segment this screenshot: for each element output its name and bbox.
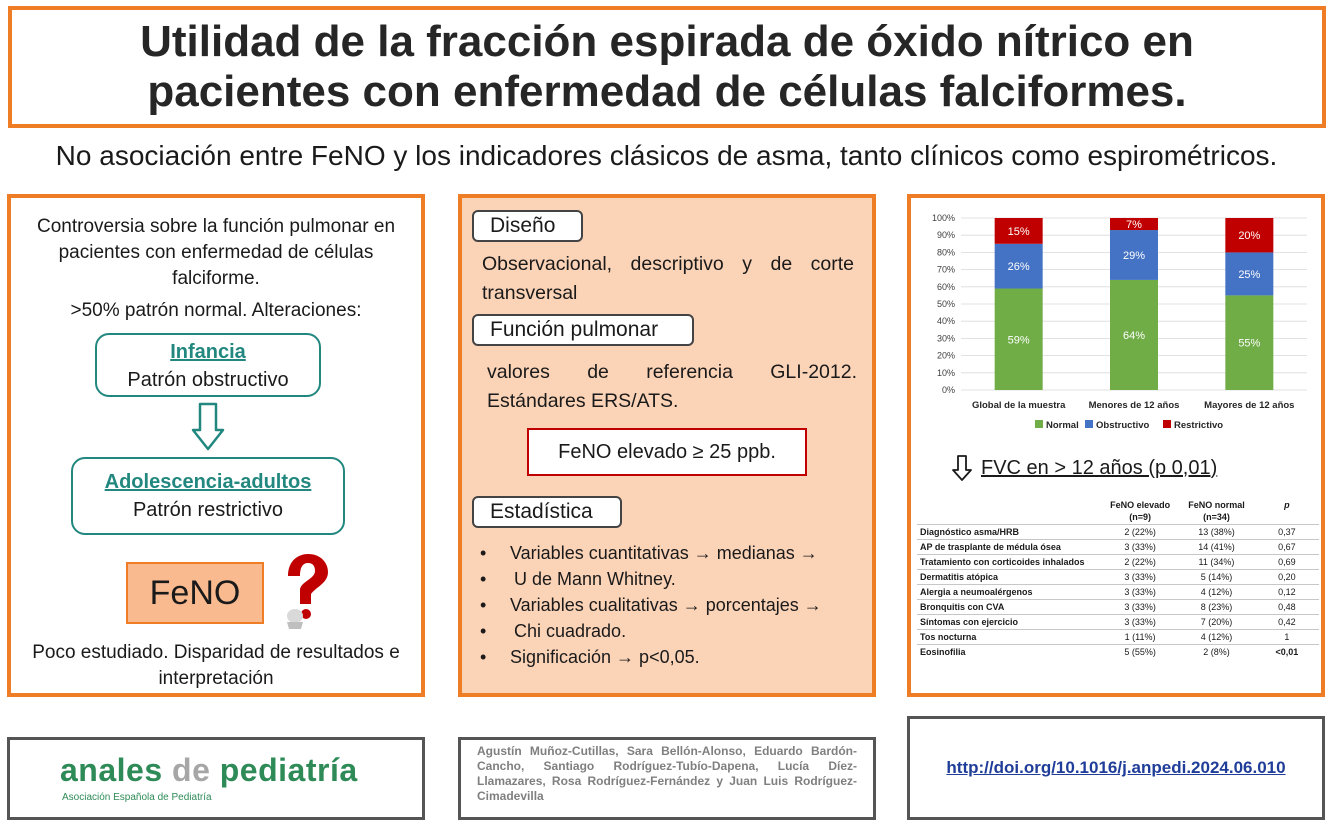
title-box: [8, 6, 1326, 128]
legend-item: Normal: [1046, 420, 1079, 431]
table-row: [917, 600, 1319, 615]
stats-bullet: • Significación → p<0,05.: [472, 644, 862, 670]
y-tick-label: 20%: [936, 350, 955, 361]
table-cell-b: 11 (34%): [1178, 555, 1254, 570]
x-tick-label: Global de la muestra: [971, 400, 1066, 411]
data-label: 55%: [1238, 337, 1261, 350]
intro-text: Controversia sobre la función pulmonar en pacientes con enfermedad de células falciforme.: [36, 216, 396, 289]
legend-swatch: [1035, 420, 1043, 428]
journal-logo-box: [7, 737, 425, 820]
authors-text: Agustín Muñoz-Cutillas, Sara Bellón-Alonso, Eduardo Bardón-Cancho, Santiago Rodríguez-Tubío-Dapena, Lucía Díez-Llamazares, Rosa Rodríguez-Fernández y Juan Luis Rodríguez-Cimadevilla: [477, 744, 857, 803]
legend-item: Obstructivo: [1096, 420, 1150, 431]
right-panel: [907, 194, 1325, 697]
table-cell-p: 1: [1255, 630, 1319, 645]
authors-box: [458, 737, 876, 820]
table-row: [917, 645, 1319, 660]
table-cell-a: 3 (33%): [1102, 540, 1178, 555]
table-cell-b: 7 (20%): [1178, 615, 1254, 630]
y-tick-label: 90%: [936, 230, 955, 241]
table-cell-label: Bronquitis con CVA: [917, 600, 1102, 615]
table-cell-p: 0,42: [1255, 615, 1319, 630]
feno-box: FeNO: [126, 562, 264, 624]
y-tick-label: 100%: [931, 213, 955, 223]
table-cell-a: 3 (33%): [1102, 600, 1178, 615]
legend-swatch: [1163, 420, 1171, 428]
childhood-box: [95, 333, 321, 397]
doi-link[interactable]: http://doi.org/10.1016/j.anpedi.2024.06.010: [946, 758, 1286, 777]
table-row: [917, 630, 1319, 645]
table-cell-a: 3 (33%): [1102, 585, 1178, 600]
y-tick-label: 10%: [936, 367, 955, 378]
function-heading: Función pulmonar: [472, 314, 694, 346]
table-cell-a: 1 (11%): [1102, 630, 1178, 645]
y-tick-label: 80%: [936, 247, 955, 258]
adult-box: [71, 457, 345, 535]
y-tick-label: 0%: [941, 385, 955, 395]
data-label: 29%: [1122, 249, 1146, 262]
pattern-note: >50% patrón normal. Alteraciones:: [70, 300, 362, 321]
y-tick-label: 60%: [936, 281, 955, 292]
table-cell-p: 0,12: [1255, 585, 1319, 600]
fvc-note: FVC en > 12 años (p 0,01): [981, 456, 1218, 479]
childhood-pattern: Patrón obstructivo: [127, 369, 289, 391]
table-row: [917, 555, 1319, 570]
y-tick-label: 30%: [936, 333, 955, 344]
stats-bullet: • Variables cualitativas → porcentajes →: [472, 592, 862, 618]
stats-bullet: • Variables cuantitativas → medianas →: [472, 540, 862, 566]
design-heading: Diseño: [472, 210, 583, 242]
results-table: [917, 498, 1319, 659]
adult-title: Adolescencia-adultos: [104, 471, 312, 493]
data-label: 20%: [1238, 230, 1261, 243]
table-cell-b: 5 (14%): [1178, 570, 1254, 585]
table-cell-b: 2 (8%): [1178, 645, 1254, 660]
table-cell-a: 5 (55%): [1102, 645, 1178, 660]
table-row: [917, 615, 1319, 630]
subtitle: No asociación entre FeNO y los indicadores clásicos de asma, tanto clínicos como espirométricos.: [55, 140, 1278, 171]
stats-bullet-cont: • U de Mann Whitney.: [472, 566, 862, 592]
table-cell-label: Tos nocturna: [917, 630, 1102, 645]
stats-list: [472, 540, 862, 670]
table-cell-p: 0,37: [1255, 525, 1319, 540]
table-cell-p: 0,69: [1255, 555, 1319, 570]
design-text: Observacional, descriptivo y de corte transversal: [482, 253, 854, 304]
left-panel: [7, 194, 425, 697]
x-tick-label: Mayores de 12 años: [1204, 400, 1295, 411]
table-cell-b: 14 (41%): [1178, 540, 1254, 555]
table-cell-b: 8 (23%): [1178, 600, 1254, 615]
data-label: 25%: [1238, 268, 1261, 281]
childhood-title: Infancia: [170, 341, 246, 363]
function-text: valores de referencia GLI-2012. Estándares ERS/ATS.: [487, 361, 857, 412]
down-arrow-icon: [951, 454, 973, 482]
journal-subtitle: Asociación Española de Pediatría: [62, 792, 212, 803]
data-label: 26%: [1007, 261, 1030, 274]
legend-swatch: [1085, 420, 1093, 428]
table-cell-label: Síntomas con ejercicio: [917, 615, 1102, 630]
x-tick-label: Menores de 12 años: [1088, 400, 1180, 411]
table-cell-label: Tratamiento con corticoides inhalados: [917, 555, 1102, 570]
table-cell-a: 2 (22%): [1102, 525, 1178, 540]
y-tick-label: 50%: [936, 299, 955, 309]
table-cell-p: 0,48: [1255, 600, 1319, 615]
question-mark-icon: [279, 552, 331, 630]
table-row: [917, 570, 1319, 585]
table-cell-a: 2 (22%): [1102, 555, 1178, 570]
down-arrow-icon: [191, 402, 225, 452]
fvc-note-row: [951, 454, 1311, 482]
data-label: 59%: [1007, 334, 1030, 347]
table-cell-p: <0,01: [1255, 645, 1319, 660]
table-cell-p: 0,67: [1255, 540, 1319, 555]
data-label: 15%: [1007, 225, 1030, 238]
table-cell-label: Diagnóstico asma/HRB: [917, 525, 1102, 540]
table-cell-b: 13 (38%): [1178, 525, 1254, 540]
table-row: [917, 540, 1319, 555]
table-header-row: FeNO elevado (n=9) FeNO normal (n=34) p: [1110, 500, 1290, 522]
adult-pattern: Patrón restrictivo: [132, 499, 284, 521]
stats-bullet-cont: • Chi cuadrado.: [472, 618, 862, 644]
table-cell-label: Alergia a neumoalérgenos: [917, 585, 1102, 600]
y-tick-label: 40%: [936, 316, 955, 327]
data-label: 7%: [1126, 219, 1142, 232]
data-label: 64%: [1122, 329, 1146, 342]
doi-box: [907, 716, 1325, 820]
table-cell-label: Eosinofilia: [917, 645, 1102, 660]
table-cell-a: 3 (33%): [1102, 615, 1178, 630]
stats-heading: Estadística: [472, 496, 622, 528]
table-row: [917, 585, 1319, 600]
results-table-wrap: [917, 498, 1319, 659]
table-cell-b: 4 (12%): [1178, 630, 1254, 645]
table-cell-label: Dermatitis atópica: [917, 570, 1102, 585]
y-tick-label: 70%: [936, 264, 955, 275]
table-cell-a: 3 (33%): [1102, 570, 1178, 585]
conclusion-text: Poco estudiado. Disparidad de resultados e interpretación: [32, 642, 400, 689]
feno-threshold: FeNO elevado ≥ 25 ppb.: [527, 428, 807, 476]
middle-panel: [458, 194, 876, 697]
table-cell-b: 4 (12%): [1178, 585, 1254, 600]
table-cell-label: AP de trasplante de médula ósea: [917, 540, 1102, 555]
table-cell-p: 0,20: [1255, 570, 1319, 585]
page-title: Utilidad de la fracción espirada de óxido nítrico en pacientes con enfermedad de células falciformes.: [140, 17, 1194, 116]
table-row: [917, 525, 1319, 540]
legend-item: Restrictivo: [1174, 420, 1224, 431]
journal-logo: anales de pediatría: [60, 752, 358, 788]
stacked-bar-chart: [917, 204, 1319, 440]
